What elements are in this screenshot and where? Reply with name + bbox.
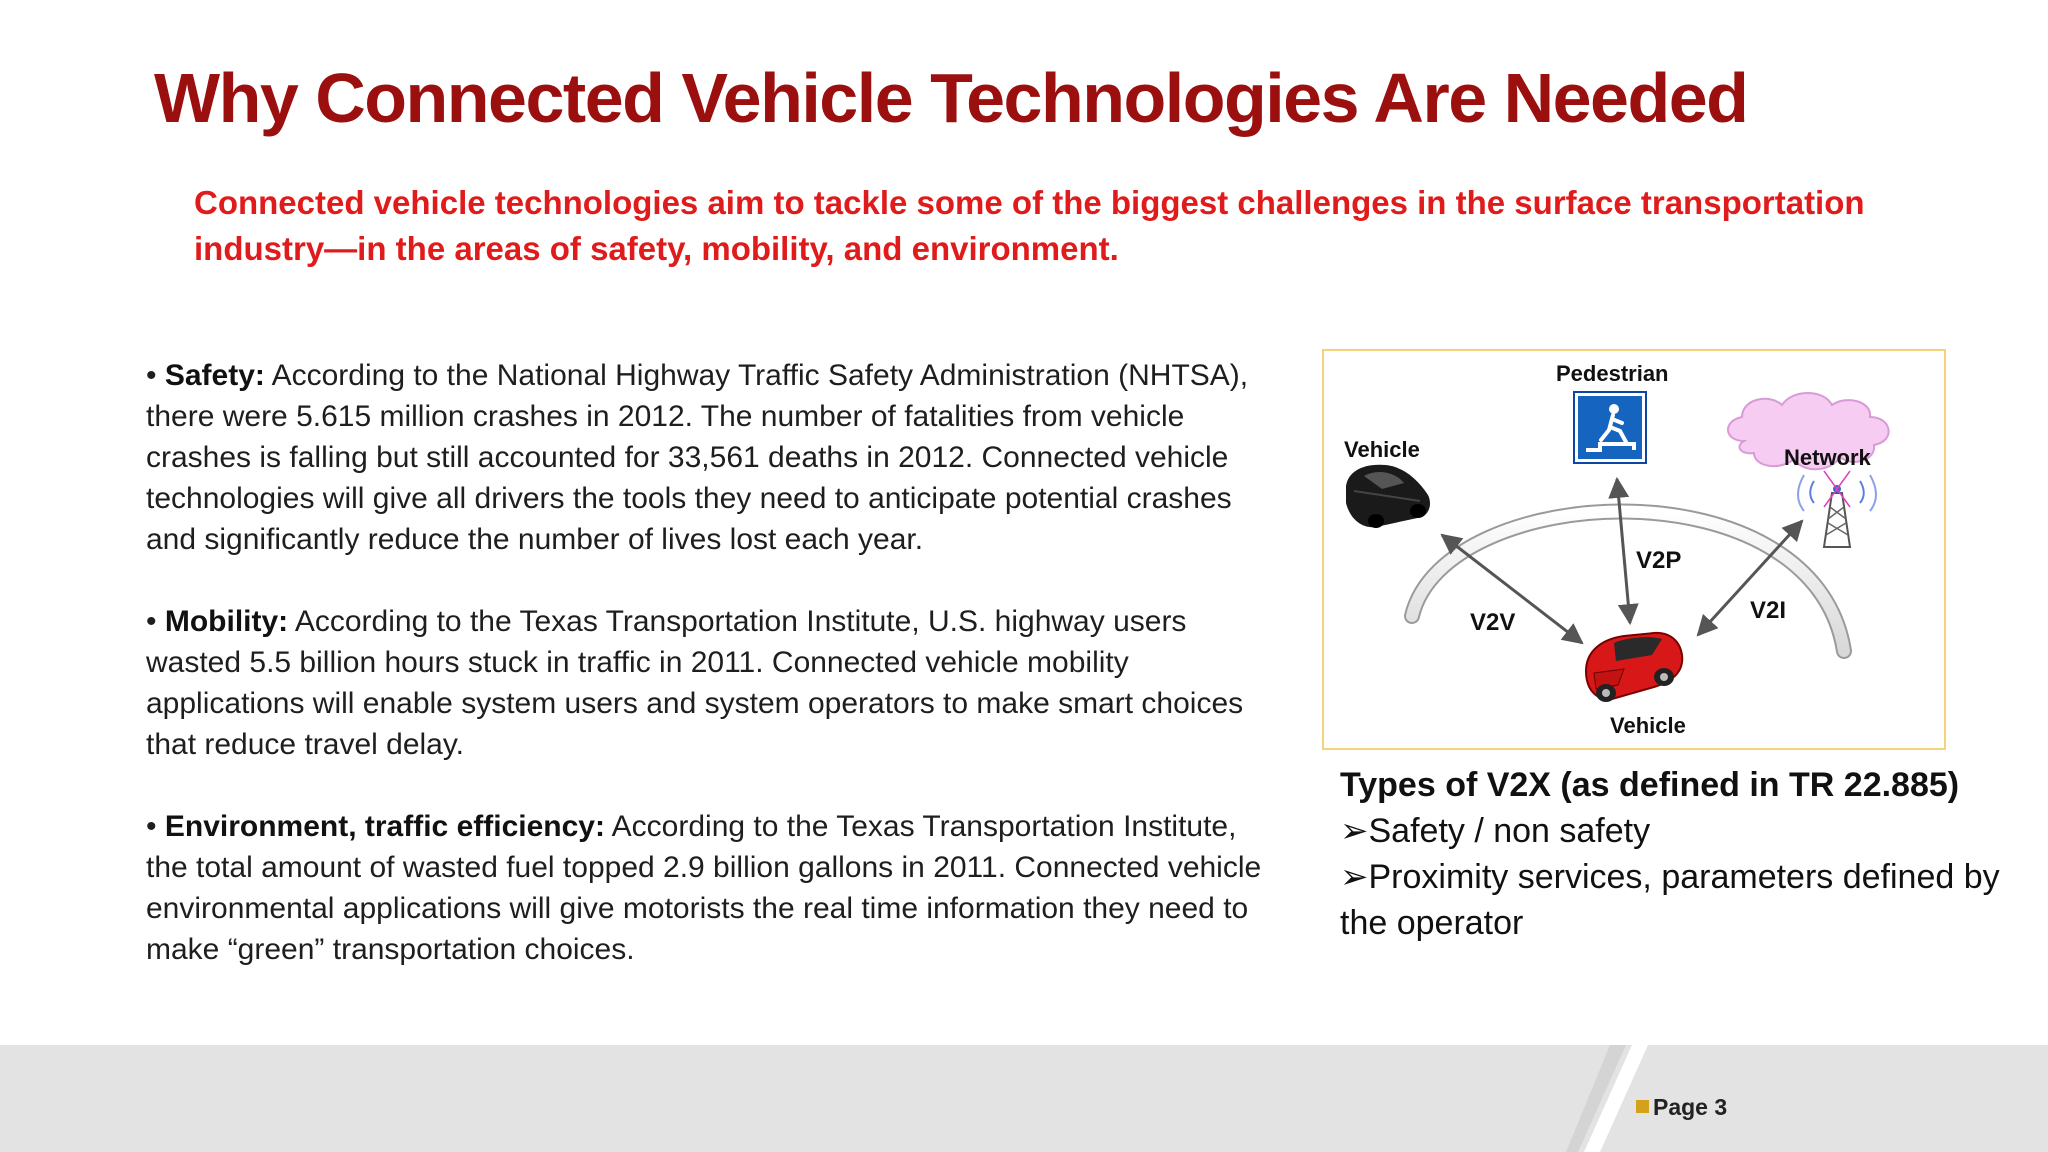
bullet-marker: •	[146, 359, 157, 392]
bullet-text: According to the National Highway Traffic Safety Administration (NHTSA), there were 5.615 million crashes in 2012. The number of fatalities from vehicle crashes is falling but still accounted for 33,561 deaths in 2012. Connected vehicle technologies will give all drivers the tools they need to anticipate potential crashes and significantly reduce the number of lives lost each year.	[146, 359, 1249, 556]
arrow-bullet-icon: ➢	[1340, 812, 1369, 850]
page-number	[1636, 1094, 1727, 1121]
v2x-item-text: Safety / non safety	[1368, 812, 1651, 850]
red-car-icon	[1586, 633, 1682, 702]
v2i-label: V2I	[1750, 597, 1787, 624]
bullet-label: Mobility:	[164, 605, 289, 638]
footer-bar	[0, 1045, 2048, 1152]
bullet-text: According to the Texas Transportation Institute, the total amount of wasted fuel topped 2.9 billion gallons in 2011. Connected vehicle environmental applications will give motorists the real time information they need to make “green” transportation choices.	[146, 810, 1262, 966]
v2x-item	[1340, 854, 2040, 946]
page-label: Page 3	[1653, 1094, 1728, 1120]
bullet-list	[146, 355, 1286, 1011]
v2x-heading: Types of V2X (as defined in TR 22.885)	[1340, 766, 1960, 804]
v2x-item-text: Proximity services, parameters defined by the operator	[1340, 858, 2000, 942]
slide-subtitle: Connected vehicle technologies aim to tackle some of the biggest challenges in the surface transportation industry—in the areas of safety, mobility, and environment.	[194, 184, 1865, 267]
bullet-label: Safety:	[164, 359, 265, 392]
bullet-mobility	[146, 601, 1286, 765]
bullet-marker: •	[146, 605, 157, 638]
bullet-environment	[146, 806, 1286, 970]
radio-tower-icon	[1798, 471, 1876, 547]
vehicle-left-label: Vehicle	[1344, 437, 1420, 462]
network-label: Network	[1784, 445, 1871, 470]
v2v-label: V2V	[1470, 609, 1516, 636]
pedestrian-label: Pedestrian	[1556, 361, 1669, 386]
black-car-icon	[1346, 465, 1430, 528]
bullet-marker: •	[146, 810, 157, 843]
bullet-safety	[146, 355, 1286, 560]
v2x-types	[1340, 762, 2040, 946]
page-square-icon	[1636, 1100, 1649, 1113]
v2p-arrow	[1617, 479, 1630, 623]
arrow-bullet-icon: ➢	[1340, 858, 1369, 896]
slide-title: Why Connected Vehicle Technologies Are Needed	[154, 59, 1748, 137]
v2x-diagram	[1322, 349, 1946, 750]
pedestrian-sign-icon	[1574, 392, 1646, 463]
bullet-text: According to the Texas Transportation Institute, U.S. highway users wasted 5.5 billion hours stuck in traffic in 2011. Connected vehicle mobility applications will enable system users and system operators to make smart choices that reduce travel delay.	[146, 605, 1244, 761]
bullet-label: Environment, traffic efficiency:	[164, 810, 605, 843]
v2p-label: V2P	[1636, 547, 1682, 574]
vehicle-center-label: Vehicle	[1610, 713, 1686, 738]
diagram-graphics	[1324, 351, 1944, 748]
v2x-item	[1340, 808, 2040, 854]
